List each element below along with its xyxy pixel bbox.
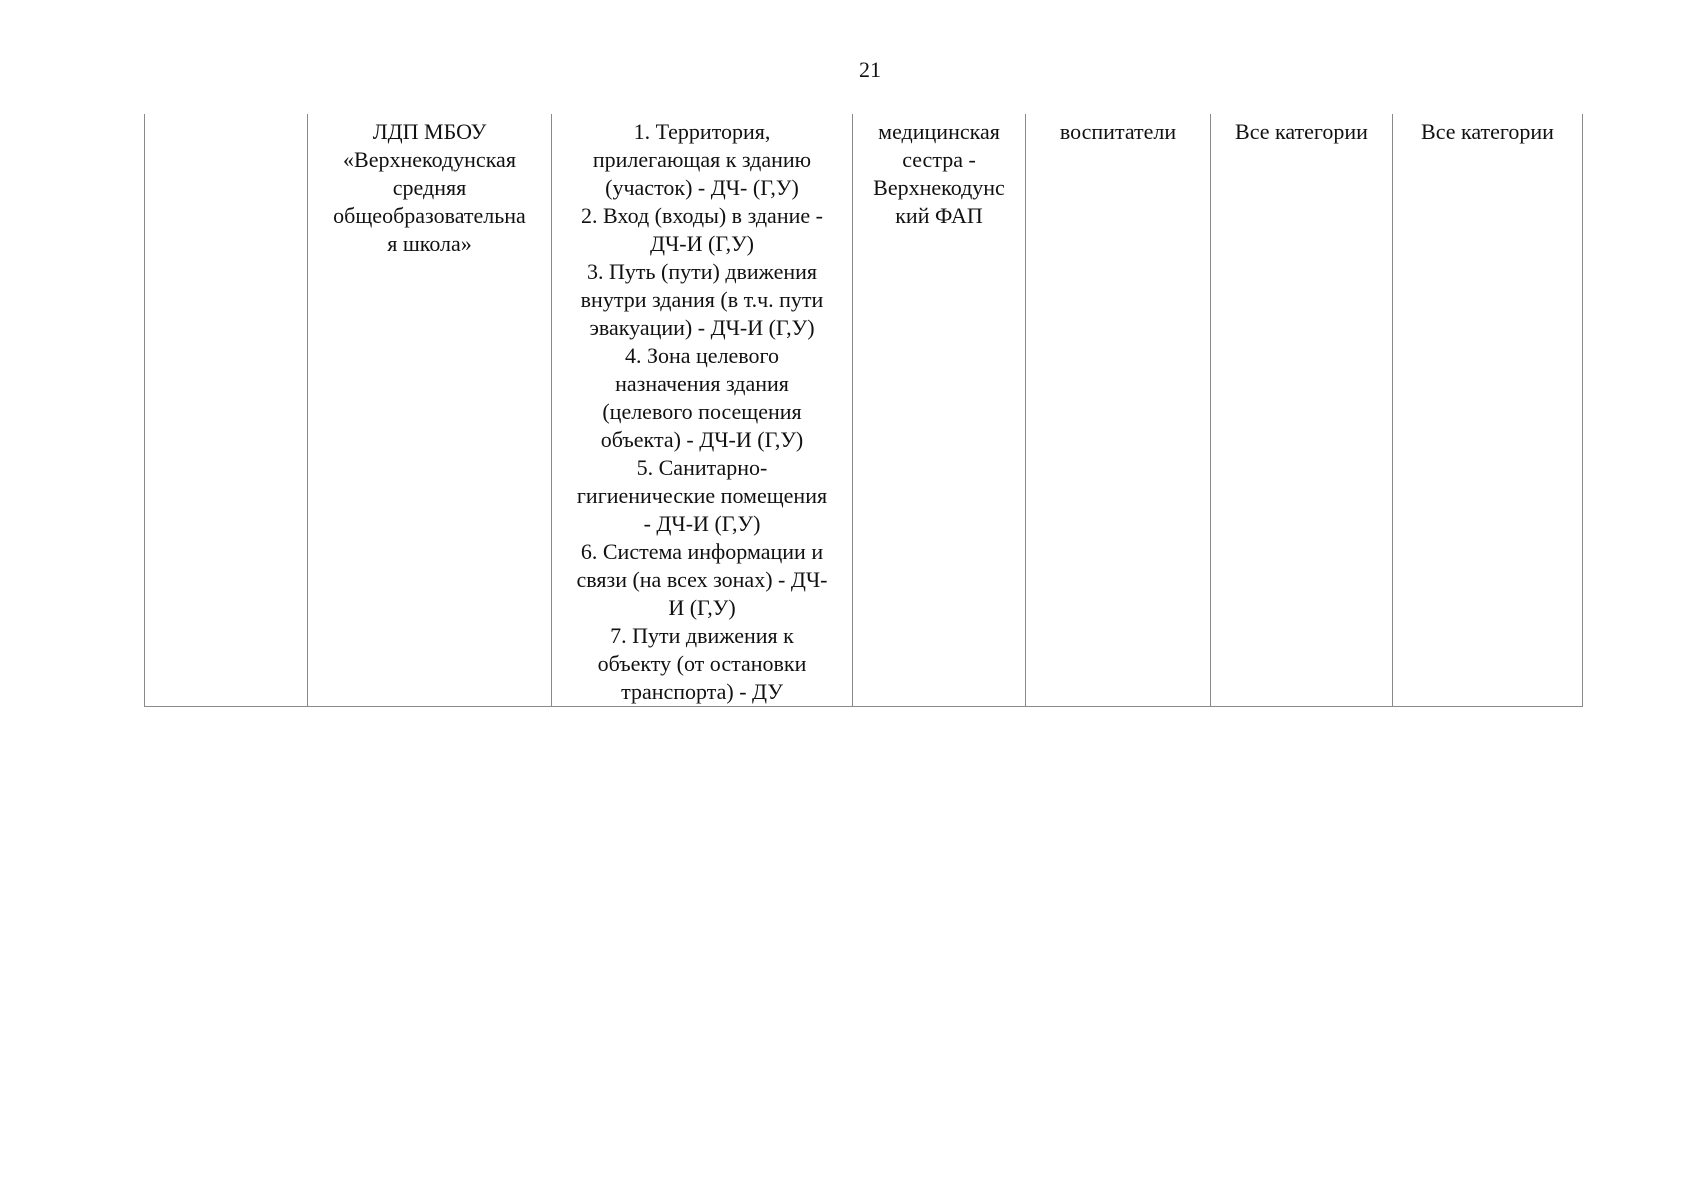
- cell-categories-a: [1211, 114, 1393, 707]
- cell-line: общеобразовательна: [333, 203, 526, 228]
- cell-line: ДЧ-И (Г,У): [650, 231, 754, 256]
- cell-categories-b: [1393, 114, 1583, 707]
- cell-line: гигиенические помещения: [576, 483, 828, 508]
- cell-responsible-staff: [1026, 114, 1211, 707]
- cell-line: 7. Пути движения к: [610, 623, 794, 648]
- cell-line: «Верхнекодунская: [343, 147, 516, 172]
- cell-line: я школа»: [387, 231, 472, 256]
- cell-line: 3. Путь (пути) движения: [586, 259, 818, 284]
- cell-line: средняя: [392, 175, 467, 200]
- cell-object-name: [308, 114, 552, 707]
- cell-line: объекту (от остановки: [597, 651, 807, 676]
- cell-line: 1. Территория,: [633, 119, 771, 144]
- cell-line: (участок) - ДЧ- (Г,У): [605, 175, 799, 200]
- cell-line: 5. Санитарно-: [636, 455, 768, 480]
- cell-accessibility-zones: [552, 114, 853, 707]
- accessibility-table: [144, 114, 1583, 707]
- cell-line: ЛДП МБОУ: [372, 119, 487, 144]
- table-row: [145, 114, 1583, 707]
- cell-line: воспитатели: [1059, 119, 1177, 144]
- cell-number: [145, 114, 308, 707]
- cell-line: - ДЧ-И (Г,У): [643, 511, 761, 536]
- cell-line: 4. Зона целевого: [624, 343, 780, 368]
- cell-line: внутри здания (в т.ч. пути: [580, 287, 824, 312]
- cell-line: связи (на всех зонах) - ДЧ-: [576, 567, 828, 592]
- cell-line: объекта) - ДЧ-И (Г,У): [600, 427, 804, 452]
- cell-line: 6. Система информации и: [580, 539, 824, 564]
- cell-line: (целевого посещения: [602, 399, 802, 424]
- cell-line: Верхнекодунс: [873, 175, 1005, 200]
- cell-line: 2. Вход (входы) в здание -: [581, 203, 823, 228]
- cell-line: сестра -: [902, 147, 976, 172]
- cell-line: медицинская: [878, 119, 1000, 144]
- cell-line: эвакуации) - ДЧ-И (Г,У): [589, 315, 815, 340]
- cell-line: И (Г,У): [668, 595, 736, 620]
- cell-line: назначения здания: [615, 371, 789, 396]
- cell-line: транспорта) - ДУ: [621, 679, 783, 704]
- page-number: 21: [859, 57, 881, 82]
- cell-line: Все категории: [1421, 119, 1554, 144]
- cell-line: кий ФАП: [895, 203, 983, 228]
- cell-medical-staff: [853, 114, 1026, 707]
- cell-line: прилегающая к зданию: [592, 147, 812, 172]
- cell-line: Все категории: [1235, 119, 1368, 144]
